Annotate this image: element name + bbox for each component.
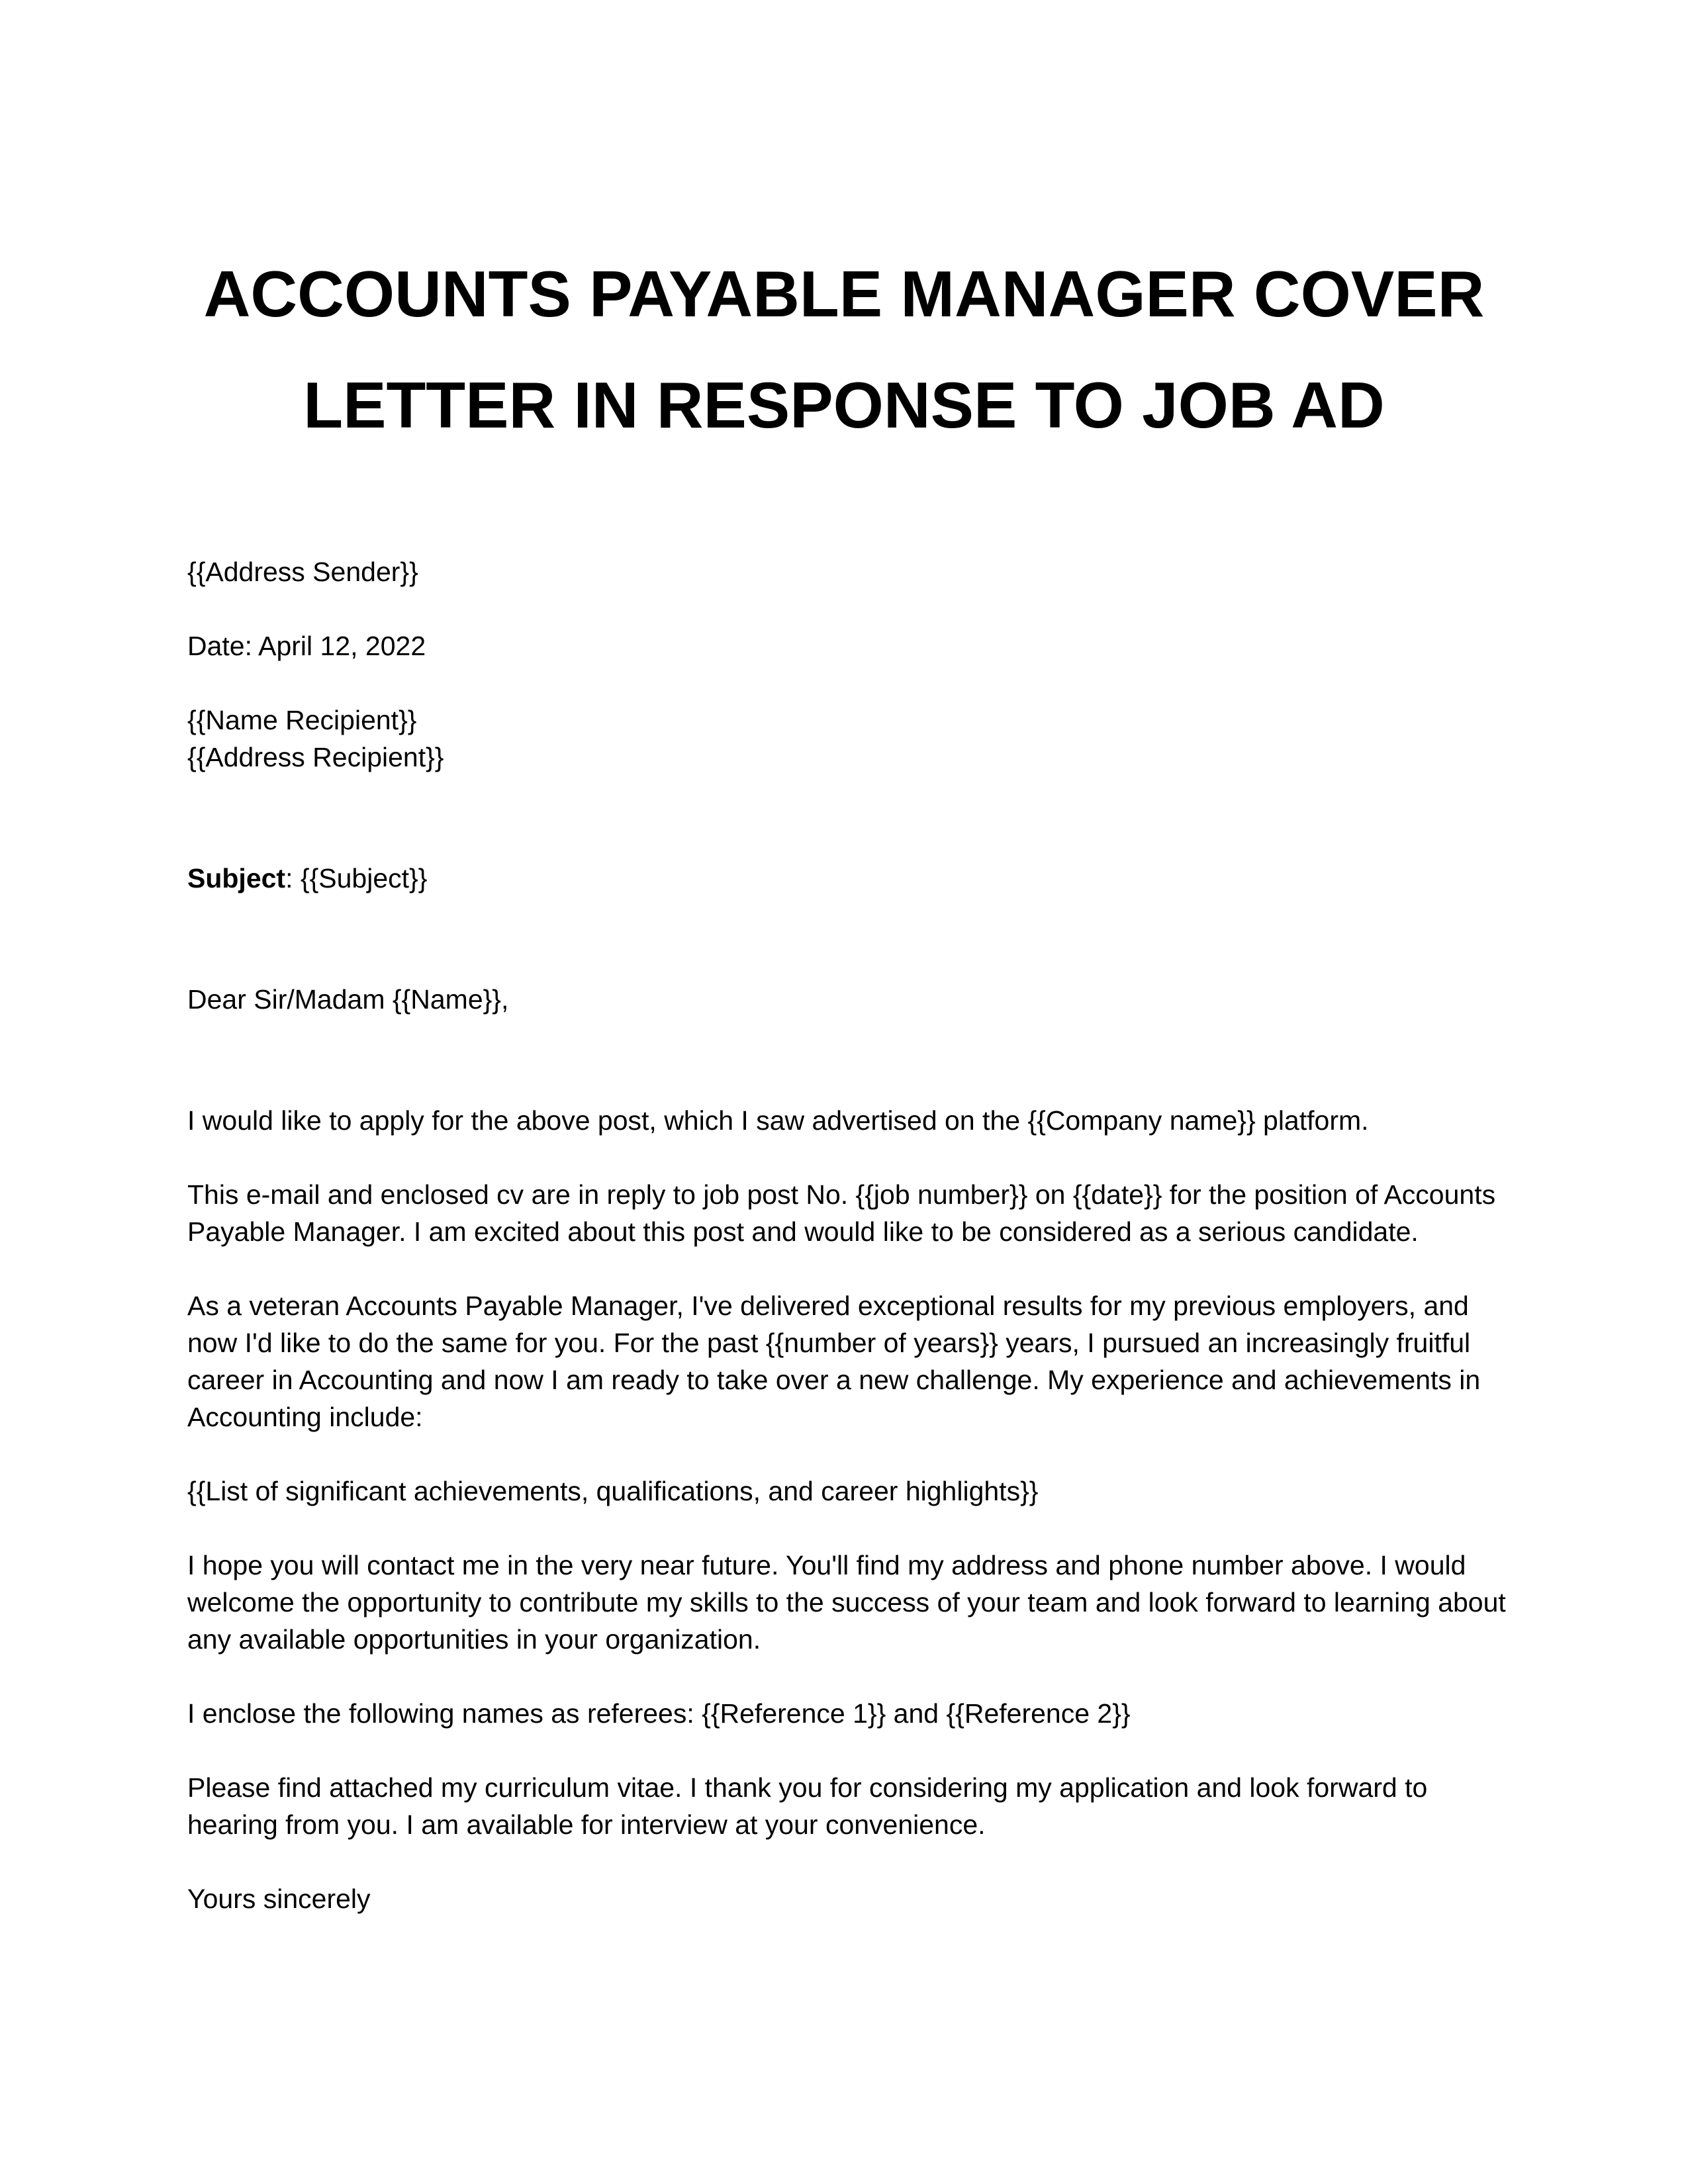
paragraph-5: I hope you will contact me in the very near future. You'll find my address and phone number above. I would welcome the opportunity to contribute my skills to the success of your team and look forward to learning about any available opportunities in your organization.	[187, 1550, 1506, 1655]
subject-line	[187, 860, 1518, 897]
title-line-1: ACCOUNTS PAYABLE MANAGER COVER	[203, 257, 1485, 330]
letter-date: Date: April 12, 2022	[187, 631, 426, 661]
document-title	[0, 238, 1688, 461]
subject-label: Subject	[187, 863, 286, 893]
paragraph-3: As a veteran Accounts Payable Manager, I've delivered exceptional results for my previous employers, and now I'd like to do the same for you. For the past {{number of years}} years, I pursued an increasingly fruitful career in Accounting and now I am ready to take over a new challenge. My experience and achievements in Accounting include:	[187, 1291, 1481, 1432]
paragraph-4: {{List of significant achievements, qualifications, and career highlights}}	[187, 1476, 1039, 1506]
letter-body	[187, 553, 1518, 1917]
name-recipient: {{Name Recipient}}	[187, 705, 417, 735]
paragraph-7: Please find attached my curriculum vitae. I thank you for considering my application and look forward to hearing from you. I am available for interview at your convenience.	[187, 1772, 1428, 1840]
title-line-2: LETTER IN RESPONSE TO JOB AD	[303, 369, 1385, 441]
paragraph-6: I enclose the following names as referees: {{Reference 1}} and {{Reference 2}}	[187, 1698, 1131, 1729]
subject-value: : {{Subject}}	[285, 863, 428, 893]
salutation: Dear Sir/Madam {{Name}},	[187, 984, 509, 1015]
paragraph-1: I would like to apply for the above post, which I saw advertised on the {{Company name}} platform.	[187, 1105, 1369, 1136]
address-sender: {{Address Sender}}	[187, 557, 418, 587]
closing: Yours sincerely	[187, 1884, 371, 1914]
address-recipient: {{Address Recipient}}	[187, 742, 444, 772]
paragraph-2: This e-mail and enclosed cv are in reply to job post No. {{job number}} on {{date}} for the position of Accounts Payable Manager. I am excited about this post and would like to be considered as a serious candidate.	[187, 1179, 1496, 1247]
